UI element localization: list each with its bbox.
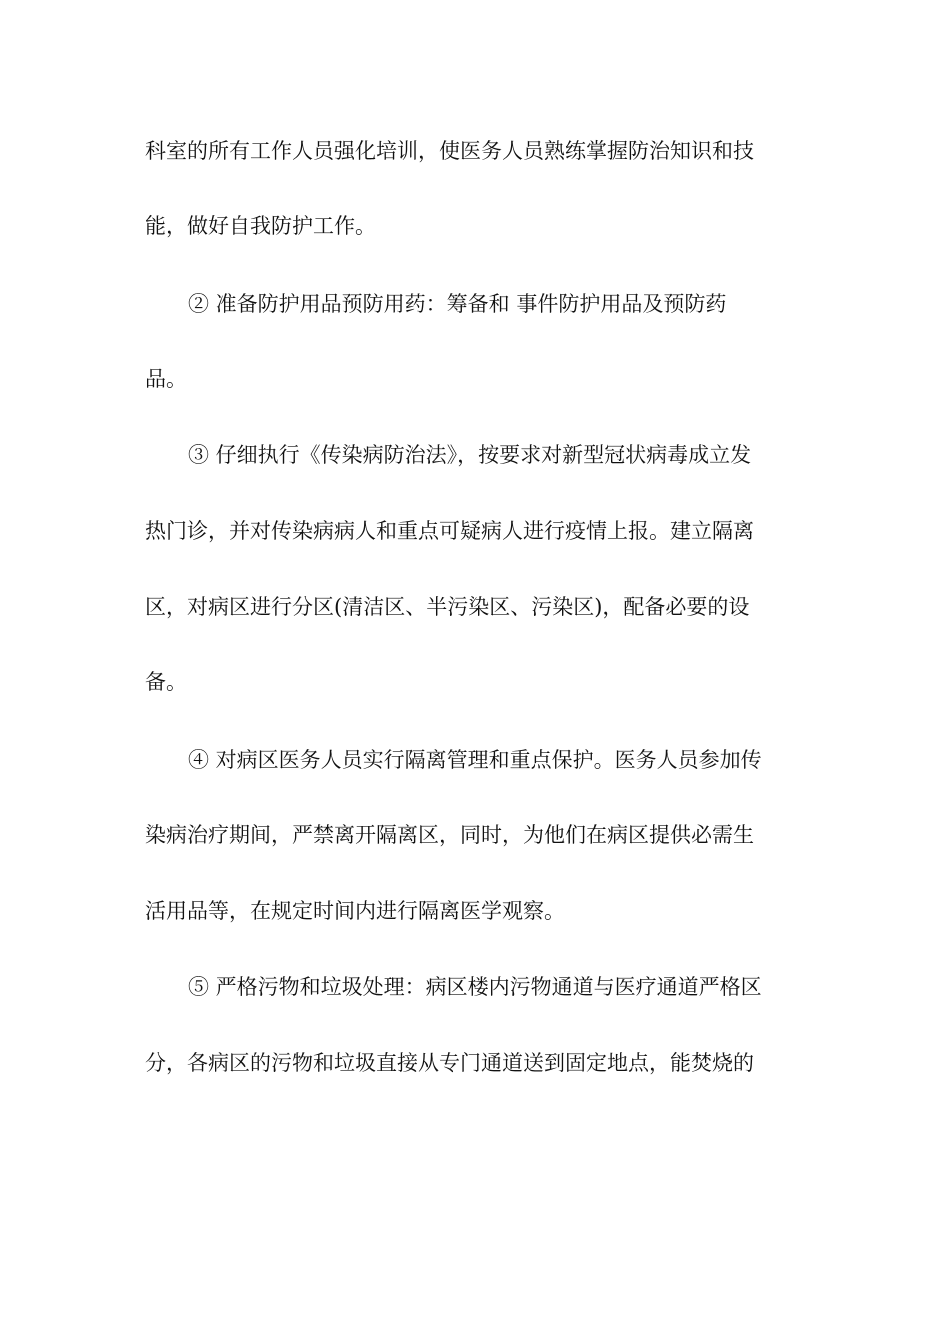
paragraph-4-start: ④ 对病区医务人员实行隔离管理和重点保护。医务人员参加传: [188, 748, 762, 772]
text-line: 备。: [145, 670, 187, 694]
text-line: 品。: [145, 367, 187, 391]
text-line: 热门诊，并对传染病病人和重点可疑病人进行疫情上报。建立隔离: [145, 519, 754, 543]
text-line: 科室的所有工作人员强化培训，使医务人员熟练掌握防治知识和技: [145, 139, 754, 163]
text-line: 区，对病区进行分区(清洁区、半污染区、污染区)，配备必要的设: [145, 595, 750, 619]
paragraph-5-start: ⑤ 严格污物和垃圾处理：病区楼内污物通道与医疗通道严格区: [188, 975, 762, 999]
text-line: 能，做好自我防护工作。: [145, 214, 376, 238]
paragraph-3-start: ③ 仔细执行《传染病防治法》，按要求对新型冠状病毒成立发: [188, 443, 752, 467]
text-line: 活用品等，在规定时间内进行隔离医学观察。: [145, 899, 565, 923]
text-line: 分，各病区的污物和垃圾直接从专门通道送到固定地点，能焚烧的: [145, 1051, 754, 1075]
text-line: 染病治疗期间，严禁离开隔离区，同时，为他们在病区提供必需生: [145, 823, 754, 847]
paragraph-2-start: ② 准备防护用品预防用药：筹备和 事件防护用品及预防药: [188, 292, 727, 316]
